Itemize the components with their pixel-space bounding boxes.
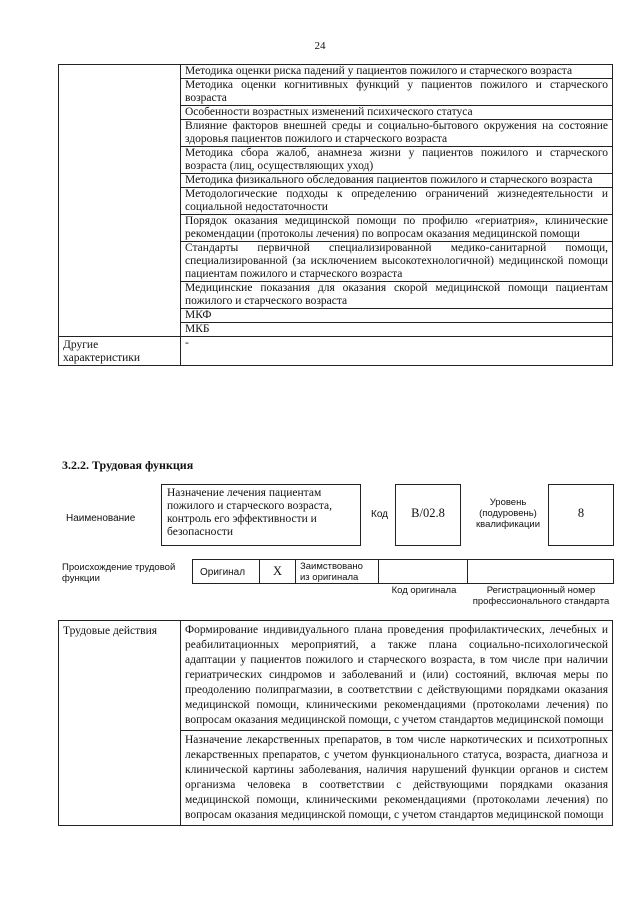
function-name-box: Назначение лечения пациентам пожилого и старческого возраста, контроль его эффективности и безопасности — [161, 484, 361, 546]
knowledge-label-cell — [59, 65, 181, 337]
labor-action-item: Назначение лекарственных препаратов, в том числе наркотических и психотропных лекарственных препаратов, с учетом функционального статуса, возраста, диагноза и клинической картины заболевания, наличия нарушений функции органов и систем организма человека в соответствии с действующими порядками оказания медицинской помощи, клиническими рекомендациями (протоколами лечения) по вопросам оказания медицинской помощи, с учетом стандартов медицинской помощи — [181, 731, 613, 826]
level-box: 8 — [548, 484, 614, 546]
knowledge-item: Методика оценки когнитивных функций у пациентов пожилого и старческого возраста — [181, 79, 613, 106]
knowledge-item: Порядок оказания медицинской помощи по профилю «гериатрия», клинические рекомендации (протоколы лечения) по вопросам оказания медицинской помощи — [181, 215, 613, 242]
knowledge-item: Методика сбора жалоб, анамнеза жизни у пациентов пожилого и старческого возраста (лиц, осуществляющих уход) — [181, 147, 613, 174]
origin-label: Происхождение трудовой функции — [62, 562, 176, 584]
other-characteristics-value: - — [181, 337, 613, 366]
code-box: В/02.8 — [395, 484, 461, 546]
labor-actions-table — [58, 620, 613, 826]
original-cell: Оригинал — [192, 559, 260, 584]
knowledge-table — [58, 64, 613, 366]
knowledge-item: Методика физикального обследования пациентов пожилого и старческого возраста — [181, 174, 613, 188]
other-characteristics-label: Другие характеристики — [59, 337, 181, 366]
knowledge-item: Методологические подходы к определению ограничений жизнедеятельности и социальной недостаточности — [181, 188, 613, 215]
code-original-label: Код оригинала — [391, 585, 457, 596]
knowledge-item: МКФ — [181, 309, 613, 323]
reg-number-label: Регистрационный номер профессионального стандарта — [472, 585, 610, 607]
borrowed-cell: Заимствовано из оригинала — [295, 559, 379, 584]
knowledge-item: Стандарты первичной специализированной медико-санитарной помощи, специализированной (за исключением высокотехнологичной) медицинской помощи пациентам пожилого и старческого возраста — [181, 242, 613, 282]
labor-action-item: Формирование индивидуального плана проведения профилактических, лечебных и реабилитационных мероприятий, а также плана социально-психологической адаптации у пациентов пожилого и старческого возраста, в том числе при наличии гериатрических синдромов и заболеваний и (или) состояний, включая меры по преодолению полипрагмазии, в соответствии с действующими порядками оказания медицинской помощи, клиническими рекомендациями (протоколами лечения) по вопросам оказания медицинской помощи, с учетом стандартов медицинской помощи — [181, 621, 613, 731]
original-mark-cell: Х — [259, 559, 296, 584]
reg-number-cell — [467, 559, 614, 584]
level-label: Уровень (подуровень) квалификации — [475, 497, 541, 530]
code-label: Код — [371, 509, 389, 520]
knowledge-item: Методика оценки риска падений у пациентов пожилого и старческого возраста — [181, 65, 613, 79]
labor-actions-label: Трудовые действия — [59, 621, 181, 826]
section-title: 3.2.2. Трудовая функция — [62, 458, 194, 472]
code-original-cell — [378, 559, 468, 584]
knowledge-item: Особенности возрастных изменений психического статуса — [181, 106, 613, 120]
knowledge-item: МКБ — [181, 323, 613, 337]
page-number: 24 — [314, 40, 326, 52]
name-label: Наименование — [66, 513, 136, 524]
knowledge-item: Влияние факторов внешней среды и социально-бытового окружения на состояние здоровья пациентов пожилого и старческого возраста — [181, 120, 613, 147]
knowledge-item: Медицинские показания для оказания скорой медицинской помощи пациентам пожилого и старческого возраста — [181, 282, 613, 309]
